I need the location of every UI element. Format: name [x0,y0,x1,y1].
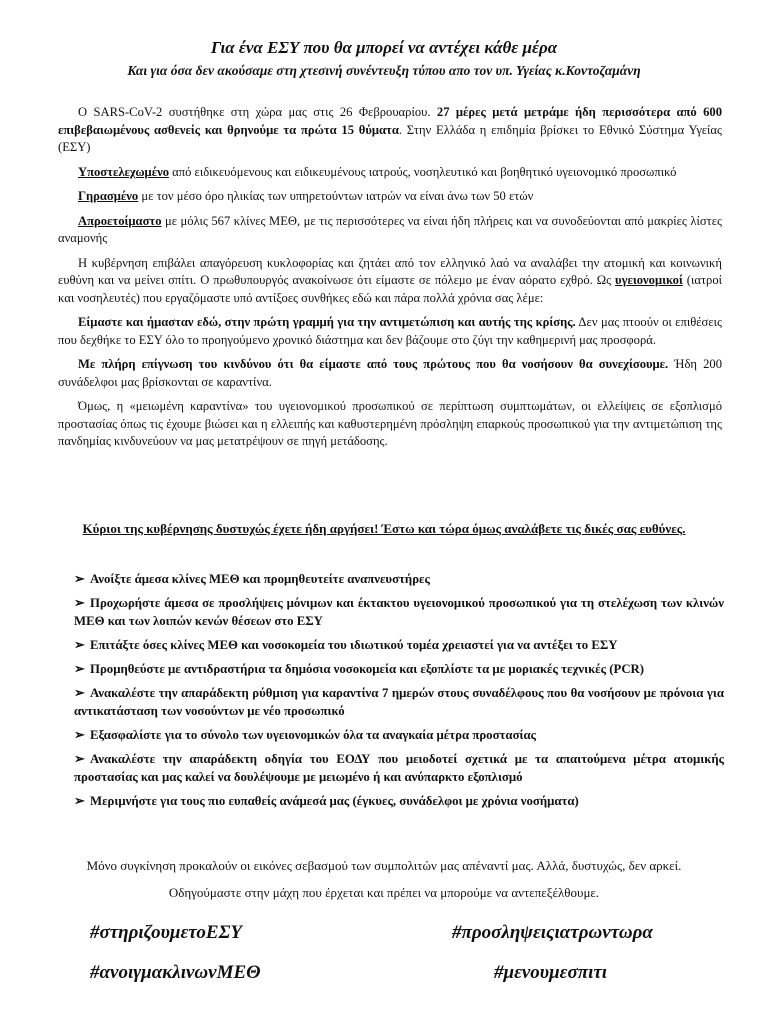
demand-text: Ανακαλέστε την απαράδεκτη ρύθμιση για καραντίνα 7 ημερών στους συναδέλφους που θα νοσήσουν με πρόνοια για αντικατάσταση των νοσούντων με νέο προσωπικό [74,686,724,718]
intro-body [58,104,722,458]
arrow-bullet-icon: ➢ [74,572,85,586]
government-text-b: (ιατροί και νοσηλευτές) που εργαζόμαστε υπό αντίξοες συνθήκες εδώ και πάρα πολλά χρόνια σας λέμε: [58,273,723,305]
intro-paragraph-quarantine: Όμως, η «μειωμένη καραντίνα» του υγειονομικού προσωπικού σε περίπτωση συμπτωμάτων, οι ελλείψεις σε εξοπλισμό προστασίας όπως τις έχουμε βιώσει και η ελλειπής και καθυστερημένη πρόσληψη επαρκούς προσωπικού για την αντιμετώπιση της πανδημίας κινδυνεύουν να μας μετατρέψουν σε πηγή μετάδοσης. [58,399,722,448]
risk-statement: Με πλήρη επίγνωση του κινδύνου ότι θα είμαστε από τους πρώτους που θα νοσήσουν θα συνεχίσουμε. [78,357,669,371]
arrow-bullet-icon: ➢ [74,794,85,808]
term-understaffed: Υποστελεχωμένο [78,164,169,179]
government-text-a: Η κυβέρνηση επιβάλει απαγόρευση κυκλοφορίας και ζητάει από τον ελληνικό λαό να αναλάβει την ατομική και κοινωνική ευθύνη και να μείνει σπίτι. Ο πρωθυπουργός ανακοίνωσε ότι είμαστε σε πόλεμο με έναν αόρατο εχθρό. Ως [58,255,722,287]
frontline-statement: Είμαστε και ήμασταν εδώ, στην πρώτη γραμμή για την αντιμετώπιση και αυτής της κρίσης. [78,315,576,329]
intro-p1-highlight: 27 μέρες μετά μετράμε ήδη περισσότερα από 600 επιβεβαιωμένους ασθενείς και θρηνούμε τα πρώτα 15 θύματα [58,105,722,137]
demand-item [74,750,724,786]
frontline-text: Δεν μας πτοούν οι επιθέσεις που δεχθήκε το ΕΣΥ όλο το προηγούμενο χρονικό διάστημα και δεν βάζουμε στο ζύγι την καθημερινή μας προσφορά. [58,315,722,347]
aged-text: με τον μέσο όρο ηλικίας των υπηρετούντων ιατρών να είναι άνω των 50 ετών [138,189,534,203]
term-health-workers: υγειονομικοί [615,273,683,287]
intro-paragraph-risk [58,356,722,391]
demand-item [74,792,724,810]
document-subtitle: Και για όσα δεν ακούσαμε στη χτεσινή συνέντευξη τύπου απο τον υπ. Υγείας κ.Κοντοζαμάνη [127,63,641,78]
demand-item [74,570,724,588]
demand-item [74,636,724,654]
intro-p1-text-c: . Στην Ελλάδα η επιδημία βρίσκει το Εθνικό Σύστημα Υγείας (ΕΣΥ) [58,122,722,154]
arrow-bullet-icon: ➢ [74,596,85,610]
unprepared-text: με μόλις 567 κλίνες ΜΕΘ, με τις περισσότερες να είναι ήδη πλήρεις και να συνοδεύονται από μακρίες λίστες αναμονής [58,213,722,245]
demand-text: Ανακαλέστε την απαράδεκτη οδηγία του ΕΟΔΥ που μειοδοτεί σχετικά με τα απαιτούμενα μέτρα ατομικής προστασίας και μας καλεί να δουλέψουμε με μειωμένο ή και ανύπαρκτο εξοπλισμό [74,752,724,784]
closing-line-2: Οδηγούμαστε στην μάχη που έρχεται και πρέπει να μπορούμε να αντεπεξέλθουμε. [168,885,600,900]
term-unprepared: Απροετοίμαστο [78,213,162,228]
intro-paragraph-1 [58,104,722,157]
closing-section [0,852,768,906]
arrow-bullet-icon: ➢ [74,728,85,742]
hashtag-stay-home: #μενουμεσπιτι [494,962,608,983]
hashtag-open-icu-beds: #ανοιγμακλινωνΜΕΘ [90,962,261,983]
term-aged: Γηρασμένο [78,189,139,203]
arrow-bullet-icon: ➢ [74,686,85,700]
intro-paragraph-frontline [58,314,722,349]
arrow-bullet-icon: ➢ [74,752,85,766]
demand-text: Μεριμνήστε για τους πιο ευπαθείς ανάμεσά μας (έγκυες, συνάδελφοι με χρόνια νοσήματα) [90,794,579,808]
demand-text: Προμηθεύστε με αντιδραστήρια τα δημόσια νοσοκομεία και εξοπλίστε τα με μοριακές τεχνικές (PCR) [90,662,645,676]
hashtag-support-esy: #στηριζουμετοΕΣΥ [90,922,242,943]
closing-line-1: Μόνο συγκίνηση προκαλούν οι εικόνες σεβασμού των συμπολιτών μας απέναντί μας. Αλλά, δυστυχώς, δεν αρκεί. [86,858,682,873]
demand-item [74,594,724,630]
demand-text: Επιτάξτε όσες κλίνες ΜΕΘ και νοσοκομεία του ιδιωτικού τομέα χρειαστεί για να αντέξει το ΕΣΥ [90,638,618,652]
intro-paragraph-understaffed [58,164,722,182]
demand-item [74,684,724,720]
arrow-bullet-icon: ➢ [74,662,85,676]
risk-text: Ήδη 200 συνάδελφοι μας βρίσκονται σε καραντίνα. [58,357,722,389]
document-title: Για ένα ΕΣΥ που θα μπορεί να αντέχει κάθε μέρα [210,38,558,57]
intro-paragraph-aged [58,188,722,206]
demand-text: Προχωρήστε άμεσα σε προσλήψεις μόνιμων και έκτακτου υγειονομικού προσωπικού για τη στελέχωση των κλινών ΜΕΘ και των λοιπών κενών θέσεων στο ΕΣΥ [74,596,724,628]
demand-item [74,660,724,678]
appeal-line [0,521,768,537]
understaffed-text: από ειδικευόμενους και ειδικευμένους ιατρούς, νοσηλευτικό και βοηθητικό υγειονομικό προσωπικό [169,164,677,179]
demand-text: Εξασφαλίστε για το σύνολο των υγειονομικών όλα τα αναγκαία μέτρα προστασίας [90,728,537,742]
appeal-text: Κύριοι της κυβέρνησης δυστυχώς έχετε ήδη αργήσει! Έστω και τώρα όμως αναλάβετε τις δικές σας ευθύνες. [82,521,686,536]
intro-p1-text-a: Ο SARS-CoV-2 συστήθηκε στη χώρα μας στις 26 Φεβρουαρίου. [78,105,437,119]
arrow-bullet-icon: ➢ [74,638,85,652]
intro-paragraph-unprepared [58,213,722,248]
intro-paragraph-government [58,255,722,308]
demand-item [74,726,724,744]
demands-list [74,570,724,816]
demand-text: Ανοίξτε άμεσα κλίνες ΜΕΘ και προμηθευτείτε αναπνευστήρες [90,572,430,586]
hashtag-hire-doctors: #προσληψειςιατρωντωρα [452,922,653,943]
